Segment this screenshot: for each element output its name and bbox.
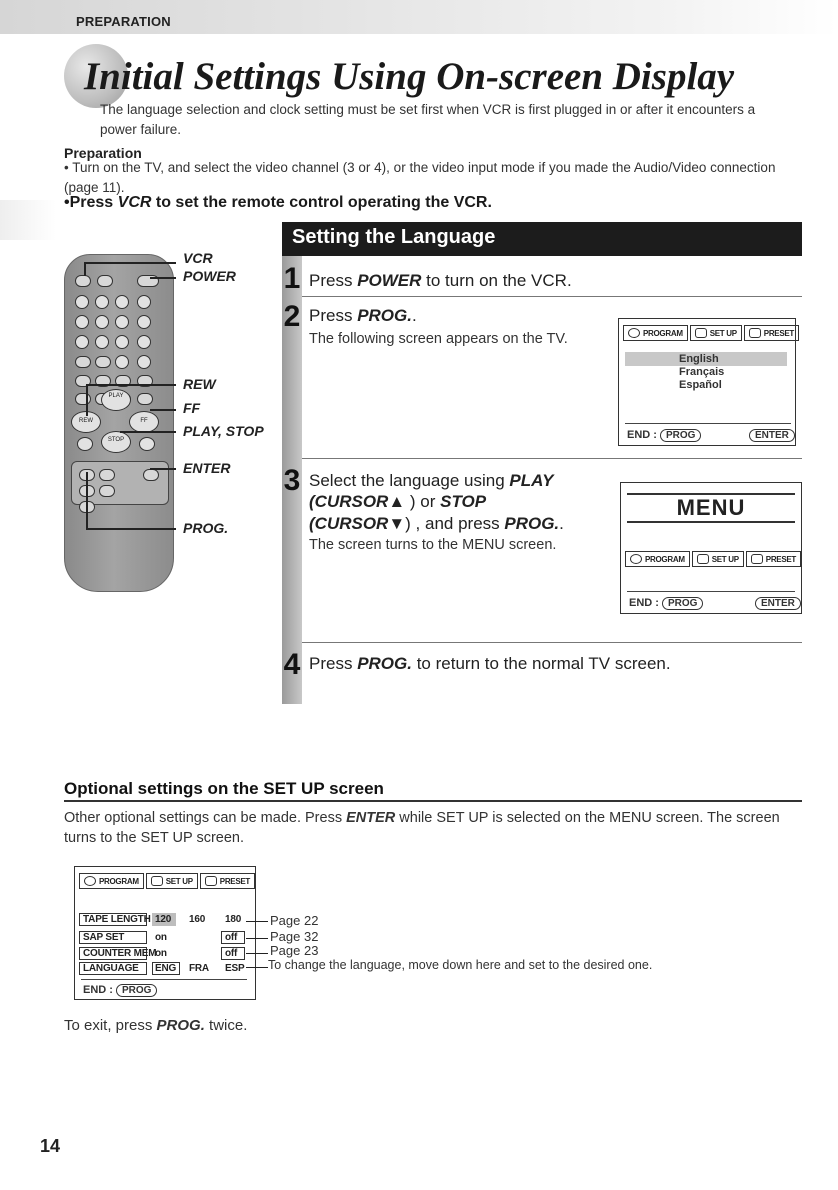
remote-button	[137, 393, 153, 405]
section-label: PREPARATION	[76, 14, 171, 29]
tab-setup-label: SET UP	[709, 328, 737, 338]
rew-button-mark: REW	[79, 418, 93, 424]
step-number: 2	[283, 300, 301, 333]
remote-button	[99, 469, 115, 481]
step-divider	[302, 642, 802, 643]
tab-program-label: PROGRAM	[643, 328, 683, 338]
remote-button	[75, 356, 91, 368]
menu-title: MENU	[676, 495, 746, 520]
page-number: 14	[40, 1136, 61, 1156]
tv-divider	[627, 591, 795, 592]
setup-row-label: SAP SET	[83, 932, 125, 943]
remote-control-illustration	[64, 254, 174, 592]
remote-button	[75, 295, 89, 309]
remote-button	[75, 393, 91, 405]
preparation-step-2-vcr: VCR	[117, 194, 152, 211]
step-1-text	[309, 271, 572, 291]
step-number: 4	[283, 648, 301, 681]
tab-setup	[146, 873, 198, 889]
callout-line-page	[246, 938, 268, 939]
preparation-heading: Preparation	[64, 145, 142, 161]
tab-preset-label: PRESET	[765, 554, 797, 564]
setup-row-value: ENG	[155, 963, 177, 974]
label-enter: ENTER	[183, 460, 231, 476]
tv-tabs	[79, 873, 255, 889]
exit-text-a: To exit, press	[64, 1017, 157, 1034]
remote-button	[95, 315, 109, 329]
bullet: •	[64, 194, 70, 211]
tab-program	[79, 873, 144, 889]
callout-line-prog	[86, 472, 88, 528]
label-rew: REW	[183, 376, 216, 392]
remote-button	[95, 295, 109, 309]
clock-icon	[84, 876, 96, 886]
step-3-key-play: PLAY	[509, 471, 554, 490]
preparation-step-1	[64, 158, 804, 198]
remote-button	[137, 315, 151, 329]
tv-enter-row	[755, 597, 801, 610]
optional-body-key: ENTER	[346, 810, 396, 826]
page-reference: Page 22	[270, 913, 319, 928]
tv-icon	[749, 328, 761, 338]
tv-icon	[205, 876, 217, 886]
enter-pill: ENTER	[749, 429, 795, 442]
remote-button	[137, 295, 151, 309]
callout-line-play-stop	[120, 431, 176, 433]
label-power: POWER	[183, 268, 236, 284]
setup-row-value: ESP	[225, 963, 245, 974]
label-play-stop: PLAY, STOP	[183, 423, 264, 439]
tape-icon	[695, 328, 707, 338]
tv-menu-screen	[620, 482, 802, 614]
step-1-text-b: to turn on the VCR.	[421, 271, 572, 290]
remote-button	[97, 275, 113, 287]
tv-enter-row	[749, 429, 795, 442]
tab-preset-label: PRESET	[763, 328, 795, 338]
label-prog: PROG.	[183, 520, 229, 536]
tv-tabs	[625, 551, 801, 567]
optional-heading-rule	[64, 800, 802, 802]
step-divider	[302, 458, 802, 459]
callout-line-ff	[150, 409, 176, 411]
prog-pill: PROG	[662, 597, 703, 610]
step-4-key: PROG.	[357, 654, 412, 673]
tab-program-label: PROGRAM	[99, 876, 139, 886]
step-3-text-b: ) or	[405, 492, 441, 511]
callout-line-prog	[86, 528, 176, 530]
remote-button	[139, 437, 155, 451]
setup-row-value: FRA	[189, 963, 209, 974]
remote-button	[115, 295, 129, 309]
remote-button	[75, 315, 89, 329]
preparation-step-2-text-a: Press	[69, 194, 118, 211]
remote-button	[99, 485, 115, 497]
prog-pill: PROG	[116, 984, 157, 997]
remote-button	[137, 355, 151, 369]
step-4-text	[309, 654, 671, 674]
step-3-key-prog: PROG.	[504, 514, 560, 533]
optional-body-a: Other optional settings can be made. Press	[64, 810, 347, 826]
callout-line-rew	[86, 384, 88, 416]
setup-row-label: LANGUAGE	[83, 963, 139, 974]
page-title: Initial Settings Using On-screen Display	[84, 55, 735, 98]
tab-setup-label: SET UP	[165, 876, 193, 886]
tv-divider	[627, 521, 795, 523]
optional-heading: Optional settings on the SET UP screen	[64, 779, 384, 798]
setup-row-value: 120	[155, 914, 172, 925]
callout-line-rew	[86, 384, 176, 386]
remote-button	[137, 335, 151, 349]
preparation-step-2-text-b: to set the remote control operating the VCR.	[151, 194, 492, 211]
tv-icon	[751, 554, 763, 564]
setup-row-label: TAPE LENGTH	[83, 914, 151, 925]
end-label: END :	[629, 597, 659, 609]
play-button	[101, 389, 131, 411]
tv-tabs	[623, 325, 799, 341]
callout-line-vcr	[84, 262, 86, 276]
exit-instruction	[64, 1017, 247, 1034]
callout-line-enter	[150, 468, 176, 470]
callout-line-power	[150, 277, 176, 279]
setup-row-value: off	[225, 948, 238, 959]
callout-line-page	[246, 921, 268, 922]
remote-button	[115, 355, 129, 369]
tab-setup	[692, 551, 744, 567]
end-label: END :	[83, 984, 113, 996]
remote-button	[75, 275, 91, 287]
label-ff: FF	[183, 400, 201, 416]
setup-row-value: off	[225, 932, 238, 943]
step-divider	[302, 296, 802, 297]
tape-icon	[697, 554, 709, 564]
stop-button-mark: STOP	[107, 437, 125, 443]
preparation-step-2	[64, 194, 492, 212]
setup-row-value: 160	[189, 914, 206, 925]
page-reference: Page 23	[270, 943, 319, 958]
language-change-note: To change the language, move down here and set to the desired one.	[268, 958, 653, 972]
stop-button	[101, 431, 131, 453]
page-edge-shadow	[0, 200, 56, 240]
language-option: English	[679, 353, 719, 365]
tab-setup-label: SET UP	[711, 554, 739, 564]
optional-body-b: while SET UP is selected on the MENU screen. The screen turns to the SET UP screen.	[64, 810, 780, 846]
remote-button	[75, 335, 89, 349]
tab-preset-label: PRESET	[219, 876, 251, 886]
step-3-text-d: .	[559, 514, 564, 533]
callout-line-page	[246, 953, 268, 954]
callout-line-vcr	[84, 262, 176, 264]
step-2-key: PROG.	[357, 306, 412, 325]
step-4-text-a: Press	[309, 654, 358, 673]
prog-pill: PROG	[660, 429, 701, 442]
tab-program-label: PROGRAM	[645, 554, 685, 564]
ff-button	[129, 411, 159, 433]
tv-setup-screen	[74, 866, 256, 1000]
tab-program	[623, 325, 688, 341]
step-3-cursor-down: (CURSOR▼	[309, 514, 406, 533]
tape-icon	[151, 876, 163, 886]
tv-end-row	[83, 984, 157, 997]
setup-row-label: COUNTER MEM	[83, 948, 157, 959]
label-vcr: VCR	[183, 250, 213, 266]
step-3-cursor-up: (CURSOR▲	[309, 492, 406, 511]
clock-icon	[628, 328, 640, 338]
remote-button	[115, 315, 129, 329]
language-option: Français	[679, 366, 725, 378]
tab-preset	[200, 873, 255, 889]
step-1-text-a: Press	[309, 271, 358, 290]
step-3-line-2	[309, 492, 486, 512]
remote-button	[115, 335, 129, 349]
clock-icon	[630, 554, 642, 564]
tv-end-row	[629, 597, 703, 610]
remote-button	[95, 335, 109, 349]
bullet: •	[64, 160, 73, 175]
step-number: 1	[283, 262, 301, 295]
tab-setup	[690, 325, 742, 341]
step-3-line-3	[309, 514, 564, 534]
exit-text-b: twice.	[204, 1017, 248, 1034]
exit-key: PROG.	[156, 1017, 205, 1034]
step-3-line-1	[309, 471, 553, 491]
setup-row-value: on	[155, 932, 167, 943]
tv-divider	[81, 979, 247, 980]
end-label: END :	[627, 429, 657, 441]
preparation-step-1-text: Turn on the TV, and select the video channel (3 or 4), or the video input mode if you made the Audio/Video connection (page 11).	[64, 160, 776, 195]
step-1-key: POWER	[357, 271, 422, 290]
remote-button	[95, 356, 111, 368]
step-3-text-c: ) , and press	[405, 514, 505, 533]
setup-row-value: on	[155, 948, 167, 959]
step-3-text-a: Select the language using	[309, 471, 510, 490]
language-option: Español	[679, 379, 722, 391]
callout-line-language	[246, 967, 268, 968]
step-2-text-b: .	[411, 306, 417, 325]
step-2-text-a: Press	[309, 306, 358, 325]
tab-preset	[746, 551, 801, 567]
step-4-text-b: to return to the normal TV screen.	[411, 654, 671, 673]
step-2-text	[309, 306, 417, 326]
step-3-key-stop: STOP	[440, 492, 487, 511]
optional-body	[64, 808, 794, 848]
step-3-subtext: The screen turns to the MENU screen.	[309, 537, 557, 553]
tv-end-row	[627, 429, 701, 442]
remote-button	[77, 437, 93, 451]
play-button-mark: PLAY	[108, 393, 124, 399]
enter-button	[143, 469, 159, 481]
step-2-subtext: The following screen appears on the TV.	[309, 331, 568, 347]
setup-row-value: 180	[225, 914, 242, 925]
tv-language-screen	[618, 318, 796, 446]
section-title: Setting the Language	[292, 226, 496, 248]
ff-button-mark: FF	[140, 418, 148, 424]
tab-preset	[744, 325, 799, 341]
intro-text: The language selection and clock setting must be set first when VCR is first plugged in or after it encounters a power failure.	[100, 102, 756, 137]
page-reference: Page 32	[270, 929, 319, 944]
step-number: 3	[283, 464, 301, 497]
tab-program	[625, 551, 690, 567]
tv-divider	[625, 423, 791, 424]
enter-pill: ENTER	[755, 597, 801, 610]
